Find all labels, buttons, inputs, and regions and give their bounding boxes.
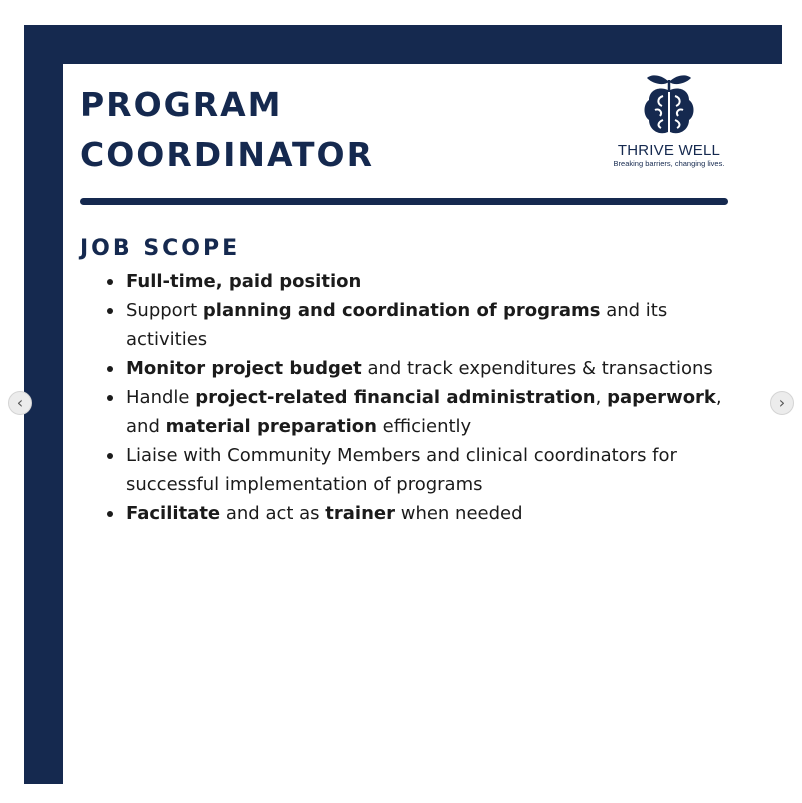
chevron-right-icon: › [778,393,786,412]
logo-tagline: Breaking barriers, changing lives. [613,159,725,168]
text-segment: Support [126,300,203,321]
bold-text: Full-time, paid position [126,271,362,292]
section-heading: JOB SCOPE [80,236,241,261]
text-segment: and its activities [126,300,668,350]
bold-text: planning and coordination of programs [202,300,601,321]
bold-text: Monitor project budget [126,358,362,379]
logo-name: THRIVE WELL [617,142,721,159]
title-line-1: PROGRAM [80,85,283,124]
job-scope-list [107,267,732,528]
text-segment: Liaise with Community Members and clinical coordinators for successful implementation of programs [126,445,677,495]
text-segment: , [595,387,608,408]
page-title [80,80,374,180]
text-segment: and track expenditures & transactions [361,358,713,379]
chevron-left-icon: ‹ [16,393,24,412]
bold-text: Facilitate [126,503,221,524]
list-item [107,267,732,296]
text-segment: , and [126,387,722,437]
list-item [107,499,732,528]
previous-slide-button[interactable] [8,391,32,415]
brain-sprout-icon [635,72,703,142]
title-divider [80,198,728,205]
list-item [107,383,732,441]
bold-text: material preparation [165,416,377,437]
bold-text: paperwork [607,387,716,408]
text-segment: Handle [126,387,196,408]
thrive-well-logo [606,72,732,172]
bold-text: project-related financial administration [195,387,596,408]
text-segment: and act as [220,503,326,524]
bold-text: trainer [325,503,395,524]
text-segment: when needed [395,503,523,524]
list-item [107,296,732,354]
next-slide-button[interactable] [770,391,794,415]
title-line-2: COORDINATOR [80,135,374,174]
list-item [107,441,732,499]
text-segment: efficiently [376,416,472,437]
list-item [107,354,732,383]
